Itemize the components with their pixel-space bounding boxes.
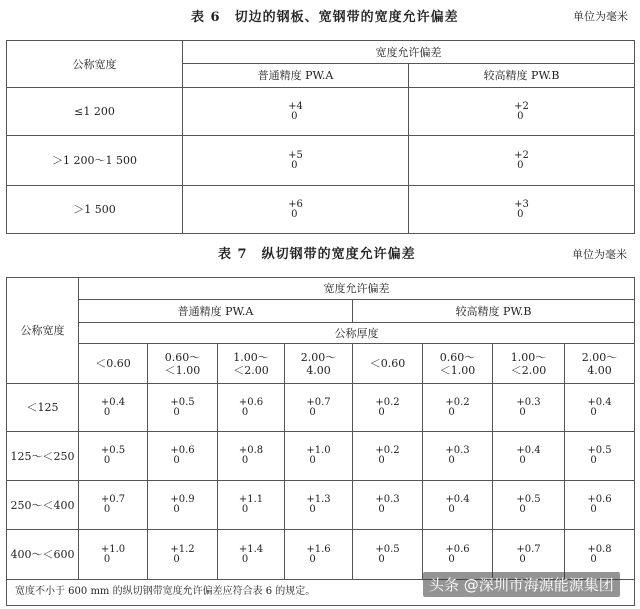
tolerance-value: +1.6 0 bbox=[306, 543, 331, 565]
tolerance-value: +1.2 0 bbox=[170, 543, 195, 565]
tolerance-value: +0.5 0 bbox=[170, 396, 195, 418]
table-row bbox=[7, 88, 635, 136]
table6-width-cell: ≤1 200 bbox=[7, 88, 183, 136]
tolerance-value: +3 0 bbox=[514, 198, 529, 220]
tolerance-value: +0.6 0 bbox=[170, 445, 195, 466]
tolerance-value: +0.6 0 bbox=[445, 543, 470, 565]
tolerance-value: +0.4 0 bbox=[587, 396, 612, 418]
tolerance-value: +2 0 bbox=[514, 100, 529, 122]
table6-width-cell: ＞1 500 bbox=[7, 186, 183, 234]
tolerance-value: +0.3 0 bbox=[516, 396, 541, 418]
tolerance-value: +0.4 0 bbox=[445, 494, 470, 515]
table7-width-cell: 250～＜400 bbox=[7, 481, 79, 530]
table6-header-nominal: 公称宽度 bbox=[7, 41, 183, 88]
tolerance-value: +1.3 0 bbox=[306, 494, 331, 515]
tolerance-value: +0.2 0 bbox=[445, 396, 470, 418]
watermark: 头条 @深圳市海源能源集团 bbox=[423, 572, 620, 597]
thickness-cell: 2.00～ 4.00 bbox=[565, 344, 635, 384]
thickness-header-row bbox=[7, 344, 635, 384]
tolerance-value: +2 0 bbox=[514, 149, 529, 171]
tolerance-value: +0.5 0 bbox=[375, 543, 400, 565]
table-row bbox=[7, 481, 635, 530]
tolerance-value: +0.4 0 bbox=[100, 396, 126, 418]
table7-width-cell: 125～＜250 bbox=[7, 432, 79, 481]
tolerance-value: +0.7 0 bbox=[516, 543, 541, 565]
thickness-cell: 2.00～ 4.00 bbox=[285, 344, 353, 384]
tolerance-value: +0.8 0 bbox=[587, 543, 612, 565]
table-row bbox=[7, 136, 635, 186]
tolerance-value: +0.3 0 bbox=[445, 445, 470, 466]
table7-header-nominal: 公称宽度 bbox=[7, 278, 79, 384]
tolerance-value: +0.2 0 bbox=[375, 445, 400, 466]
table7-width-cell: ＜125 bbox=[7, 384, 79, 432]
tolerance-value: +4 0 bbox=[288, 100, 303, 122]
tolerance-value: +1.0 0 bbox=[100, 543, 126, 565]
table7-header-tolerance: 宽度允许偏差 bbox=[79, 278, 635, 300]
tolerance-value: +0.2 0 bbox=[375, 396, 400, 418]
tolerance-value: +0.5 0 bbox=[587, 445, 612, 466]
tolerance-value: +0.4 0 bbox=[516, 445, 541, 466]
tolerance-value: +1.4 0 bbox=[238, 543, 264, 565]
table6 bbox=[6, 40, 635, 234]
table7-header-high: 较高精度 PW.B bbox=[353, 300, 635, 323]
tolerance-value: +0.7 0 bbox=[100, 494, 126, 515]
tolerance-value: +0.3 0 bbox=[375, 494, 400, 515]
tolerance-value: +0.5 0 bbox=[100, 445, 126, 466]
tolerance-value: +0.8 0 bbox=[238, 445, 264, 466]
tolerance-value: +0.9 0 bbox=[170, 494, 195, 515]
thickness-cell: ＜0.60 bbox=[79, 344, 148, 384]
table7-title: 表 7 纵切钢带的宽度允许偏差 bbox=[218, 247, 416, 262]
table6-header-high: 较高精度 PW.B bbox=[409, 64, 635, 88]
table7-header-thickness: 公称厚度 bbox=[79, 323, 635, 344]
tolerance-value: +6 0 bbox=[288, 198, 303, 220]
thickness-cell: 1.00～ ＜2.00 bbox=[493, 344, 565, 384]
table7 bbox=[6, 277, 635, 606]
table6-unit: 单位为毫米 bbox=[573, 10, 628, 23]
table6-title: 表 6 切边的钢板、宽钢带的宽度允许偏差 bbox=[191, 10, 459, 25]
tolerance-value: +0.6 0 bbox=[238, 396, 264, 418]
table7-width-cell: 400～＜600 bbox=[7, 530, 79, 580]
tolerance-value: +0.5 0 bbox=[516, 494, 541, 515]
thickness-cell: 0.60～ ＜1.00 bbox=[148, 344, 218, 384]
table7-header-normal: 普通精度 PW.A bbox=[79, 300, 353, 323]
table7-unit: 单位为毫米 bbox=[572, 248, 627, 261]
table7-note: 宽度不小于 600 mm 的纵切钢带宽度允许偏差应符合表 6 的规定。 bbox=[15, 586, 316, 597]
tolerance-value: +1.1 0 bbox=[238, 494, 264, 515]
table6-header-normal: 普通精度 PW.A bbox=[183, 64, 409, 88]
tolerance-value: +0.6 0 bbox=[587, 494, 612, 515]
table-row bbox=[7, 384, 635, 432]
table6-header-tolerance: 宽度允许偏差 bbox=[183, 41, 635, 64]
thickness-cell: 0.60～ ＜1.00 bbox=[423, 344, 493, 384]
thickness-cell: ＜0.60 bbox=[353, 344, 423, 384]
table-row bbox=[7, 432, 635, 481]
thickness-cell: 1.00～ ＜2.00 bbox=[218, 344, 285, 384]
table-row bbox=[7, 186, 635, 234]
tolerance-value: +5 0 bbox=[288, 149, 303, 171]
tolerance-value: +1.0 0 bbox=[306, 445, 331, 466]
tolerance-value: +0.7 0 bbox=[306, 396, 331, 418]
table6-width-cell: ＞1 200～1 500 bbox=[7, 136, 183, 186]
